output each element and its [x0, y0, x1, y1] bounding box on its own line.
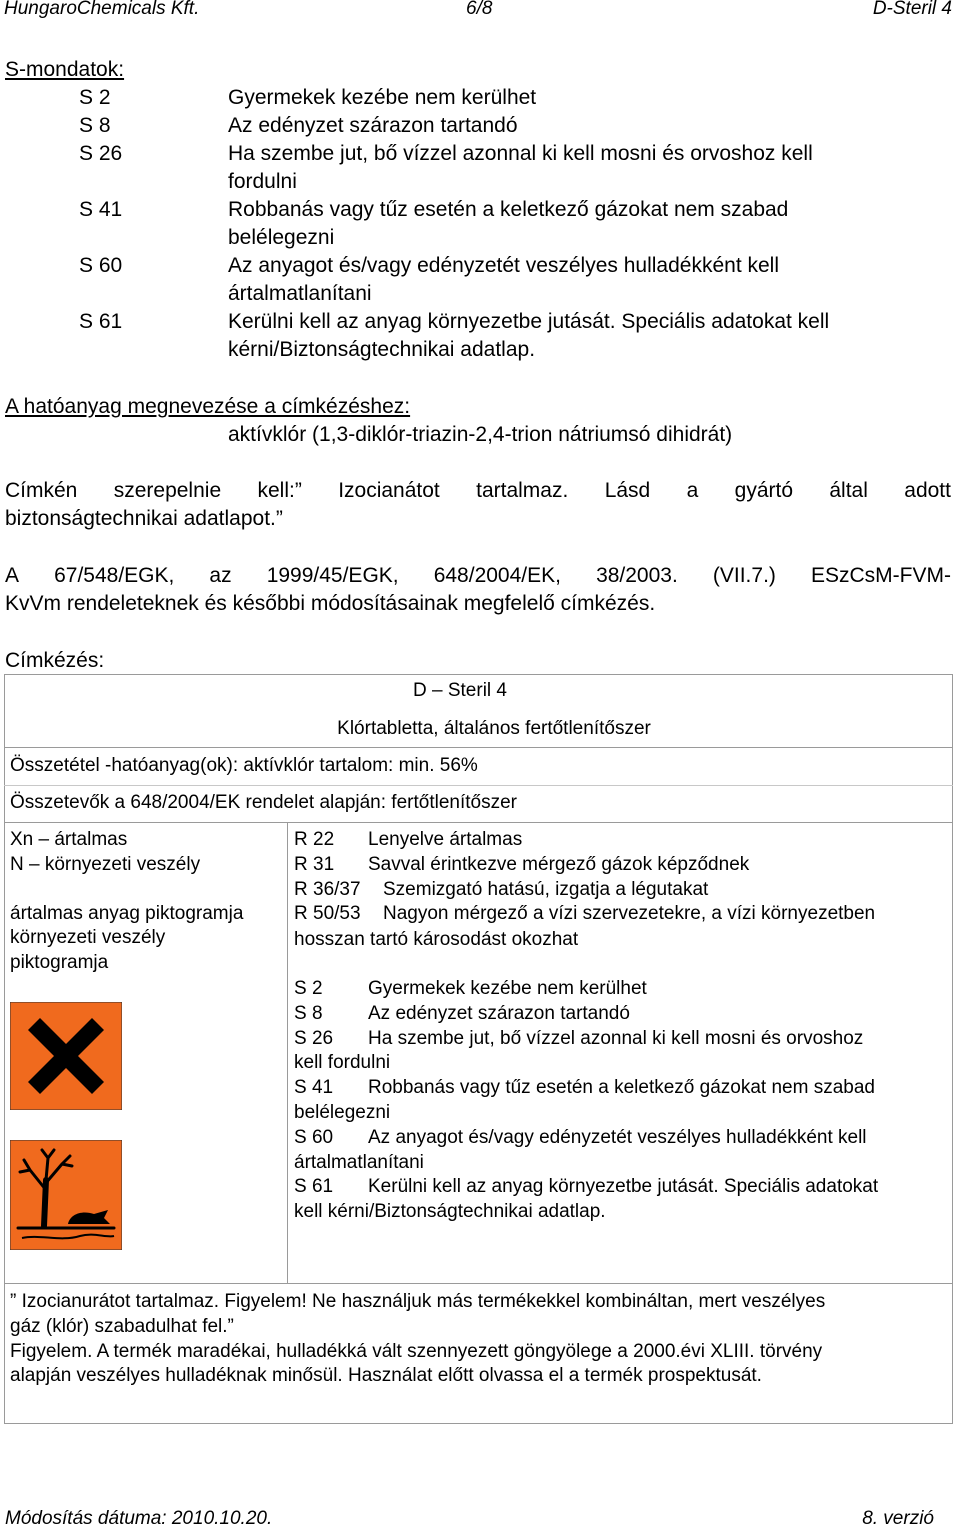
- label-s-phrase-code: S 60: [294, 1126, 334, 1148]
- s-phrase-text: kérni/Biztonságtechnikai adatlap.: [228, 338, 536, 361]
- s-phrase-code: S 60: [79, 254, 123, 277]
- s-phrase-text: ártalmatlanítani: [228, 282, 372, 305]
- label-s-phrase-text: kell fordulni: [294, 1052, 391, 1074]
- s-phrase-code: S 61: [79, 310, 123, 333]
- r-phrase-text: Nagyon mérgező a vízi szervezetekre, a vízi környezetben: [383, 903, 876, 925]
- components-divider: [4, 822, 953, 823]
- warning-line: alapján veszélyes hulladéknak minősül. Használat előtt olvassa el a termék prospektusát.: [10, 1365, 762, 1387]
- column-divider: [287, 822, 288, 1284]
- active-ingredient-name: aktívklór (1,3-diklór-triazin-2,4-trion nátriumsó dihidrát): [228, 423, 733, 446]
- label-required-word: adott: [904, 479, 951, 502]
- product-description: Klórtabletta, általános fertőtlenítőszer: [337, 718, 651, 739]
- s-phrase-code: S 41: [79, 198, 123, 221]
- warning-line: ” Izocianurátot tartalmaz. Figyelem! Ne használjuk más termékekkel kombináltan, mert veszélyes: [10, 1291, 826, 1312]
- header-company: HungaroChemicals Kft.: [4, 0, 200, 19]
- r-phrase-continuation: hosszan tartó károsodást okozhat: [294, 929, 579, 950]
- hazard-line: piktogramja: [10, 951, 109, 973]
- r-phrase-code: R 22: [294, 829, 335, 850]
- r-phrase-code: R 36/37: [294, 878, 361, 900]
- regulation-line2: KvVm rendeleteknek és későbbi módosításainak megfelelő címkézés.: [5, 592, 656, 615]
- s-phrase-text: Ha szembe jut, bő vízzel azonnal ki kell mosni és orvoshoz kell: [228, 142, 813, 165]
- s-phrase-text: fordulni: [228, 170, 297, 193]
- hazard-line: Xn – ártalmas: [10, 829, 128, 850]
- r-phrase-code: R 31: [294, 853, 335, 875]
- r-phrase-text: Savval érintkezve mérgező gázok képződnek: [368, 853, 750, 875]
- composition-divider: [4, 785, 953, 786]
- s-phrase-text: Kerülni kell az anyag környezetbe jutását. Speciális adatokat kell: [228, 310, 830, 333]
- s-phrase-text: belélegezni: [228, 226, 335, 249]
- environment-pictogram: [10, 1140, 122, 1250]
- product-name: D – Steril 4: [413, 680, 507, 701]
- regulation-line1: [5, 562, 951, 590]
- label-required-line1: [5, 477, 951, 505]
- warning-line: gáz (klór) szabadulhat fel.”: [10, 1315, 234, 1337]
- s-phrase-text: Gyermekek kezébe nem kerülhet: [228, 86, 537, 109]
- label-s-phrase-text: ártalmatlanítani: [294, 1151, 424, 1173]
- harmful-pictogram: [10, 1002, 122, 1110]
- label-required-word: tartalmaz.: [476, 479, 569, 502]
- label-required-word: szerepelnie: [113, 479, 222, 502]
- label-s-phrase-text: Az anyagot és/vagy edényzetét veszélyes hulladékként kell: [368, 1126, 867, 1148]
- label-s-phrase-text: Az edényzet szárazon tartandó: [368, 1002, 630, 1024]
- label-s-phrase-text: Ha szembe jut, bő vízzel azonnal ki kell mosni és orvoshoz: [368, 1027, 864, 1049]
- hazard-line: környezeti veszély: [10, 927, 166, 948]
- s-phrase-text: Az anyagot és/vagy edényzetét veszélyes hulladékként kell: [228, 254, 779, 277]
- warning-line: Figyelem. A termék maradékai, hulladékká vált szennyezett göngyölege a 2000.évi XLIII. törvény: [10, 1340, 823, 1362]
- label-s-phrase-code: S 8: [294, 1002, 323, 1024]
- composition: Összetétel -hatóanyag(ok): aktívklór tartalom: min. 56%: [10, 755, 478, 776]
- label-required-word: gyártó: [734, 479, 794, 502]
- regulation-word: 38/2003.: [596, 564, 678, 587]
- label-s-phrase-text: kell kérni/Biztonságtechnikai adatlap.: [294, 1201, 606, 1223]
- components: Összetevők a 648/2004/EK rendelet alapján: fertőtlenítőszer: [10, 792, 517, 813]
- hazard-line: N – környezeti veszély: [10, 853, 201, 875]
- footer-date: Módosítás dátuma: 2010.10.20.: [5, 1508, 273, 1529]
- header-page: 6/8: [466, 0, 493, 19]
- r-phrase-text: Lenyelve ártalmas: [368, 829, 523, 850]
- regulation-word: ESzCsM-FVM-: [810, 564, 951, 587]
- label-required-word: kell:”: [257, 479, 302, 502]
- label-s-phrase-text: belélegezni: [294, 1102, 391, 1123]
- s-phrase-text: Robbanás vagy tűz esetén a keletkező gázokat nem szabad: [228, 198, 789, 221]
- warnings-divider: [4, 1283, 953, 1284]
- label-s-phrase-code: S 2: [294, 978, 323, 999]
- label-required-word: a: [686, 479, 699, 502]
- regulation-word: (VII.7.): [712, 564, 776, 587]
- active-ingredient-heading: A hatóanyag megnevezése a címkézéshez:: [5, 395, 411, 418]
- r-phrase-text: Szemizgató hatású, izgatja a légutakat: [383, 878, 709, 900]
- label-s-phrase-code: S 61: [294, 1176, 334, 1198]
- label-required-word: Címkén: [5, 479, 78, 502]
- label-required-line2: biztonságtechnikai adatlapot.”: [5, 507, 283, 530]
- label-s-phrase-code: S 41: [294, 1077, 334, 1099]
- label-s-phrase-text: Gyermekek kezébe nem kerülhet: [368, 978, 647, 999]
- regulation-word: 67/548/EGK,: [54, 564, 175, 587]
- regulation-word: 648/2004/EK,: [433, 564, 561, 587]
- s-phrase-code: S 26: [79, 142, 123, 165]
- labeling-heading: Címkézés:: [5, 649, 105, 672]
- regulation-word: 1999/45/EGK,: [266, 564, 399, 587]
- header-product: D-Steril 4: [872, 0, 952, 19]
- s-phrase-text: Az edényzet szárazon tartandó: [228, 114, 518, 137]
- s-phrase-code: S 8: [79, 114, 111, 137]
- regulation-word: A: [5, 564, 20, 587]
- label-required-word: Izocianátot: [338, 479, 440, 502]
- label-s-phrase-text: Kerülni kell az anyag környezetbe jutását. Speciális adatokat: [368, 1176, 879, 1198]
- label-required-word: Lásd: [604, 479, 651, 502]
- label-s-phrase-text: Robbanás vagy tűz esetén a keletkező gázokat nem szabad: [368, 1077, 875, 1099]
- hazard-line: ártalmas anyag piktogramja: [10, 902, 244, 924]
- s-phrase-code: S 2: [79, 86, 111, 109]
- regulation-word: az: [209, 564, 232, 587]
- r-phrase-code: R 50/53: [294, 903, 361, 925]
- footer-version: 8. verzió: [862, 1508, 934, 1529]
- label-required-word: által: [829, 479, 868, 502]
- label-s-phrase-code: S 26: [294, 1027, 334, 1049]
- s-phrases-heading: S-mondatok:: [5, 58, 125, 81]
